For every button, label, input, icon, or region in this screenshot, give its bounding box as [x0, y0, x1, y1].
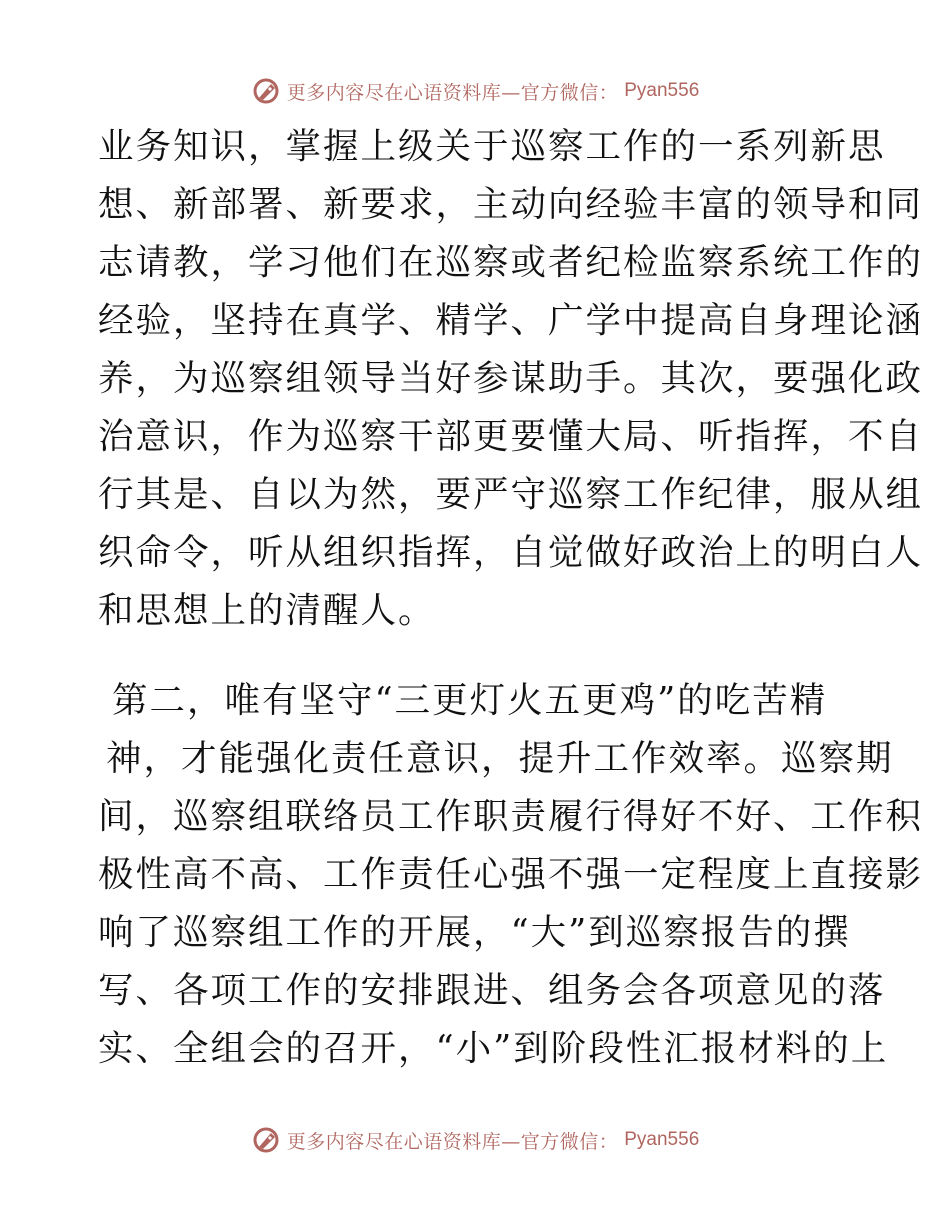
pen-nib-logo-icon: [251, 76, 281, 106]
document-body: [98, 118, 924, 1078]
text-line: 极性高不高、工作责任心强不强一定程度上直接影: [98, 854, 924, 895]
pen-nib-logo-icon: [251, 1125, 281, 1155]
footer-banner-text: 更多内容尽在心语资料库—官方微信：: [286, 1130, 619, 1153]
text-line: 神，才能强化责任意识，提升工作效率。巡察期: [106, 738, 894, 779]
header-banner-text: 更多内容尽在心语资料库—官方微信：: [286, 81, 619, 104]
text-line: 和思想上的清醒人。: [98, 590, 436, 631]
text-line: 间，巡察组联络员工作职责履行得好不好、工作积: [98, 796, 924, 837]
text-line: 志请教，学习他们在巡察或者纪检监察系统工作的: [98, 242, 924, 283]
paragraph-1: [98, 118, 924, 640]
footer-wechat-id: Pyan556: [624, 1129, 700, 1150]
text-line: 想、新部署、新要求，主动向经验丰富的领导和同: [98, 184, 924, 225]
text-line: 养，为巡察组领导当好参谋助手。其次，要强化政: [98, 358, 924, 399]
paragraph-gap: [98, 640, 858, 672]
text-line: 织命令，听从组织指挥，自觉做好政治上的明白人: [98, 532, 924, 573]
text-line: 第二，唯有坚守“三更灯火五更鸡”的吃苦精: [112, 680, 828, 721]
text-line: 写、各项工作的安排跟进、组务会各项意见的落: [98, 970, 886, 1011]
text-line: 经验，坚持在真学、精学、广学中提高自身理论涵: [98, 300, 924, 341]
header-banner: [0, 71, 950, 111]
text-line: 响了巡察组工作的开展，“大”到巡察报告的撰: [98, 912, 851, 953]
header-wechat-id: Pyan556: [624, 80, 700, 101]
text-line: 业务知识，掌握上级关于巡察工作的一系列新思: [98, 126, 886, 167]
text-line: 行其是、自以为然，要严守巡察工作纪律，服从组: [98, 474, 924, 515]
footer-banner: [0, 1120, 950, 1160]
text-line: 治意识，作为巡察干部更要懂大局、听指挥，不自: [98, 416, 924, 457]
text-line: 实、全组会的召开，“小”到阶段性汇报材料的上: [98, 1028, 889, 1069]
paragraph-2: [98, 672, 924, 1078]
